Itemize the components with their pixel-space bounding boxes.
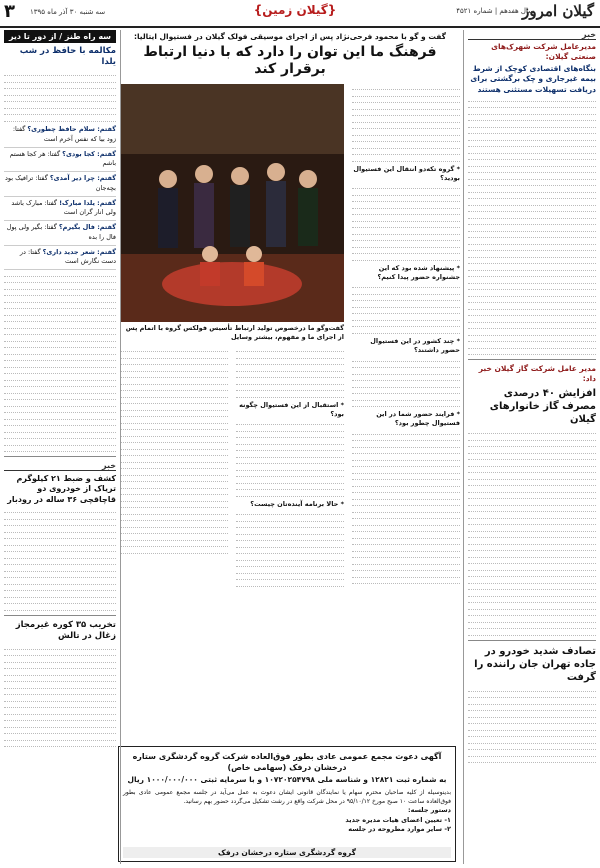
joke-item: گفتم: کجا بودی؟ گفتا: هر کجا هستم باشم: [4, 148, 116, 173]
question-3: * چند کشور در این فستیوال حضور داشتند؟: [370, 336, 460, 355]
article-photo: [120, 84, 344, 322]
ad-agenda-item-2: ۲- سایر موارد مطروحه در جلسه: [348, 825, 451, 834]
left-news2-title: تخریب ۳۵ کوره غیرمجاز زغال در تالش: [15, 619, 116, 641]
ad-title: آگهی دعوت مجمع عمومی عادی بطور فوق‌العاده شرکت گروه گردشگری ستاره درخشان درفک (سهامی خاص): [132, 752, 442, 773]
ad-registration: به شماره ثبت ۱۲۸۲۱ و شناسه ملی ۱۰۷۲۰۲۵۴۷۹۸ و با سرمایه ثبتی ۱۰۰۰/۰۰۰/۰۰۰ ریال: [127, 775, 447, 785]
issue-date: سه شنبه ۳۰ آذر ماه ۱۳۹۵: [30, 8, 106, 16]
joke-item: گفتم: سلام حافظ چطوری؟ گفتا: زود بیا که نفس آخرم است: [4, 123, 116, 148]
humor-title: مکالمه با حافظ در شب یلدا: [19, 46, 116, 68]
joke-item: گفتم: یلدا مبارک! گفتا: مبارک باشد ولی انار گران است: [4, 197, 116, 222]
photo-caption: گفت‌وگو ما درخصوص تولید ارتباط تأسیس فولکس گروه با اتمام پس از اجرای ما و مفهوم، بیشتر وسایل: [125, 323, 344, 341]
question-2: * پیشنهاد شده بود که این جشنواره حضور پیدا کنیم؟: [377, 263, 460, 281]
news-kicker-1: مدیرعامل شرکت شهرک‌های صنعتی گیلان:: [491, 42, 596, 62]
performers-photo-icon: [120, 84, 344, 322]
news-title-2: افزایش ۴۰ درصدی مصرف گاز خانوارهای گیلان: [489, 388, 596, 426]
news-title-3: تصادف شدید خودرو در جاده تهران جان راننده را گرفت: [474, 645, 596, 683]
left-column: [4, 30, 121, 864]
section-title: {گیلان زمین}: [253, 3, 337, 17]
right-section-label: خبر: [468, 30, 596, 40]
main-article: [120, 30, 460, 864]
ad-footer: گروه گردشگری ستاره درخشان درفک: [123, 847, 451, 858]
question-1: * گروه تکه‌دو انتقال این فستیوال بودید؟: [353, 164, 460, 182]
ad-body: بدینوسیله از کلیه صاحبان محترم سهام یا نمایندگان قانونی ایشان دعوت به عمل می‌آید در جلسه مجمع عمومی عادی بطور فوق‌العاده ساعت ۱۰ صبح مورخ ۹۵/۱۰/۱۲ در محل شرکت واقع در رشت تشکیل می‌گردد حضور بهم رسانید.: [123, 788, 451, 805]
issue-number: سال هفدهم | شماره ۴۵۲۱: [456, 7, 534, 15]
newspaper-logo: گیلان امروز: [522, 2, 594, 20]
ad-agenda-title: دستور جلسه:: [408, 805, 451, 814]
right-column: [463, 30, 596, 864]
left-news-label: خبر: [4, 461, 116, 471]
humor-banner: سه راه طنز / از دور تا دیر: [4, 30, 116, 43]
article-kicker: گفت و گو با محمود فرحی‌نژاد پس از اجرای موسیقی فولک گیلان در فستیوال ایتالیا:: [133, 32, 447, 41]
question-4: * فرایند حضور شما در این فستیوال چطور بود؟: [376, 410, 460, 428]
article-column-1: [352, 84, 460, 586]
page-number: ۳: [4, 1, 15, 22]
legal-ad: [118, 746, 456, 862]
left-news-title: کشف و ضبط ۲۱ کیلوگرم تریاک از خودروی دو قاچاقچی ۳۶ ساله در رودبار: [7, 474, 116, 504]
question-6: * حالا برنامه آینده‌تان چیست؟: [250, 499, 344, 508]
article-column-2: [236, 346, 344, 589]
masthead: [0, 0, 600, 28]
joke-item: گفتم: فال بگیرم؟ گفتا: بگیر ولی پول فال را بده: [4, 221, 116, 246]
joke-item: گفتم: شعر جدید داری؟ گفتا: در دست نگارش است: [4, 246, 116, 271]
question-5: * استقبال از این فستیوال چگونه بود؟: [239, 400, 344, 418]
news-kicker-2: مدیر عامل شرکت گاز گیلان خبر داد:: [478, 364, 596, 384]
joke-item: گفتم: چرا دیر آمدی؟ گفتا: ترافیک بود بچه‌جان: [4, 172, 116, 197]
article-headline: فرهنگ ما این توان را دارد که با دنیا ارتباط برقرار کند: [143, 44, 437, 77]
news-title-1: بنگاه‌های اقتصادی کوچک از شرط بیمه غیرجاری و چک برگشتی برای دریافت تسهیلات مستثنی هستند: [470, 64, 596, 94]
article-column-3: [120, 346, 228, 556]
ad-agenda-item-1: ۱- تعیین اعضای هیات مدیره جدید: [345, 815, 451, 824]
